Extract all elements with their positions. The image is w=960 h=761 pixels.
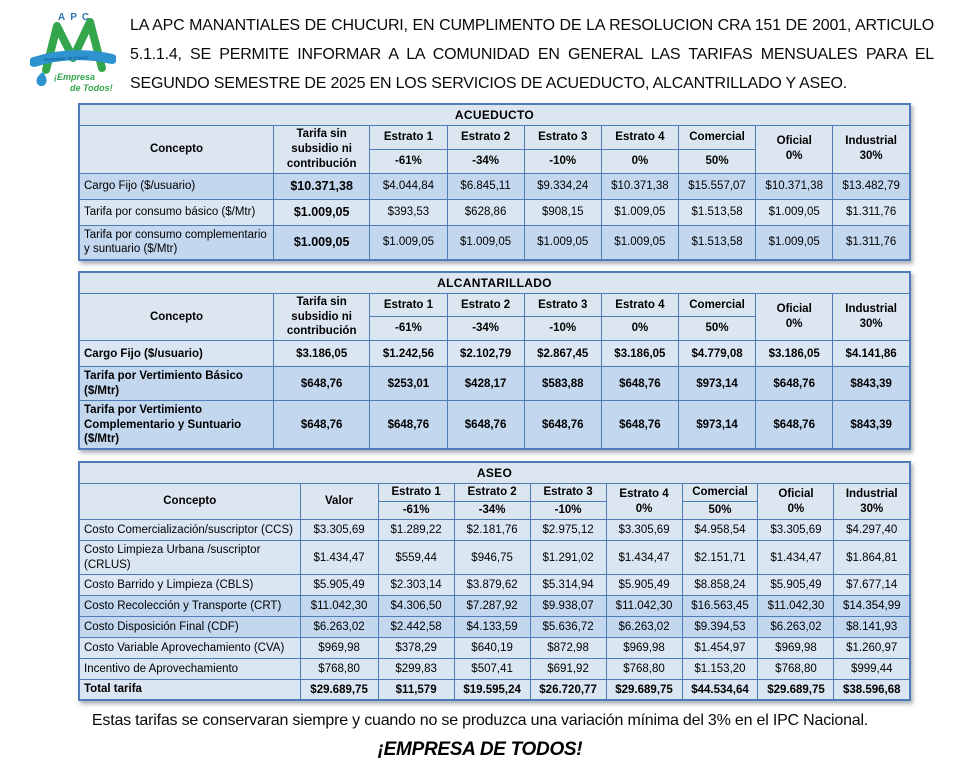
value-cell: $1.009,05 [273, 225, 369, 259]
tariff-cell: $1.291,02 [530, 541, 606, 575]
tariff-cell: $3.186,05 [601, 341, 678, 367]
tariff-cell: $2.181,76 [454, 520, 530, 541]
column-header: Comercial [678, 293, 755, 317]
tariff-cell: $6.263,02 [758, 616, 834, 637]
value-column-header: Tarifa sin subsidio ni contribución [273, 126, 369, 174]
aseo-table [78, 461, 911, 701]
tariff-cell: $2.867,45 [524, 341, 601, 367]
tariff-cell: $843,39 [833, 401, 910, 450]
tariff-cell: $5.314,94 [530, 574, 606, 595]
tariff-cell: $843,39 [833, 367, 910, 401]
concept-cell: Costo Recolección y Transporte (CRT) [79, 595, 300, 616]
notice-headline: LA APC MANANTIALES DE CHUCURI, EN CUMPLIMENTO DE LA RESOLUCION CRA 151 DE 2001, ARTICULO 5.1.1.4, SE PERMITE INFORMAR A LA COMUNIDAD EN GENERAL LAS TARIFAS MENSUALES PARA EL SEGUNDO SEMESTRE DE 2025 EN LOS SERVICIOS DE ACUEDUCTO, ALCANTRILLADO Y ASEO. [130, 17, 934, 92]
value-cell: $1.434,47 [300, 541, 378, 575]
column-header: Estrato 4 0% [606, 484, 682, 520]
column-subheader: 50% [678, 149, 755, 173]
column-subheader: -10% [524, 149, 601, 173]
concept-cell: Tarifa por Vertimiento Básico ($/Mtr) [79, 367, 273, 401]
tariff-cell: $946,75 [454, 541, 530, 575]
tariff-cell: $1.009,05 [601, 199, 678, 225]
column-header: Oficial 0% [756, 126, 833, 174]
tariff-cell: $1.513,58 [678, 225, 755, 259]
logo-banner-text: Manantiales de Chucuri [43, 54, 88, 62]
tariff-cell: $378,29 [378, 637, 454, 658]
tariff-cell: $1.242,56 [370, 341, 447, 367]
tariff-cell: $648,76 [370, 401, 447, 450]
table-row [79, 574, 910, 595]
value-cell: $6.263,02 [300, 616, 378, 637]
tariff-cell: $9.334,24 [524, 173, 601, 199]
tariff-cell: $6.263,02 [606, 616, 682, 637]
tariff-cell: $1.454,97 [682, 637, 758, 658]
tariff-cell: $38.596,68 [834, 679, 910, 700]
tariff-cell: $583,88 [524, 367, 601, 401]
tariff-cell: $5.636,72 [530, 616, 606, 637]
value-cell: $648,76 [273, 367, 369, 401]
logo-slogan-line2: de Todos! [70, 83, 113, 93]
footer-note: Estas tarifas se conservaran siempre y cuando no se produzca una variación mínima del 3% en el IPC Nacional. [91, 712, 869, 730]
logo-waterdrop-icon [37, 72, 47, 86]
tariff-cell: $1.311,76 [833, 199, 910, 225]
table-row [79, 367, 910, 401]
value-cell: $3.186,05 [273, 341, 369, 367]
alcantarillado-table [78, 271, 911, 451]
tariff-cell: $44.534,64 [682, 679, 758, 700]
column-header: Estrato 2 [454, 484, 530, 502]
column-header: Estrato 3 [524, 126, 601, 150]
table-row [79, 616, 910, 637]
value-cell: $11.042,30 [300, 595, 378, 616]
value-column-header: Tarifa sin subsidio ni contribución [273, 293, 369, 341]
column-subheader: -10% [524, 317, 601, 341]
tariff-cell: $2.151,71 [682, 541, 758, 575]
value-cell: $10.371,38 [273, 173, 369, 199]
tariff-cell: $999,44 [834, 658, 910, 679]
tariff-cell: $11.042,30 [606, 595, 682, 616]
concept-cell: Cargo Fijo ($/usuario) [79, 173, 273, 199]
tariff-cell: $2.442,58 [378, 616, 454, 637]
table-row [79, 679, 910, 700]
column-subheader: 50% [682, 502, 758, 520]
tariff-cell: $691,92 [530, 658, 606, 679]
value-cell: $648,76 [273, 401, 369, 450]
tariff-cell: $4.044,84 [370, 173, 447, 199]
tariff-cell: $969,98 [758, 637, 834, 658]
tariff-cell: $9.938,07 [530, 595, 606, 616]
tariff-cell: $7.677,14 [834, 574, 910, 595]
concept-cell: Costo Barrido y Limpieza (CBLS) [79, 574, 300, 595]
column-subheader: -10% [530, 502, 606, 520]
tariff-cell: $1.009,05 [756, 225, 833, 259]
tariff-table [78, 461, 911, 701]
company-slogan: ¡EMPRESA DE TODOS! [377, 739, 583, 761]
concept-column-header: Concepto [79, 126, 273, 174]
tariff-cell: $4.133,59 [454, 616, 530, 637]
concept-cell: Costo Disposición Final (CDF) [79, 616, 300, 637]
column-subheader: -61% [370, 317, 447, 341]
tariff-table [78, 271, 911, 451]
table-row [79, 199, 910, 225]
concept-column-header: Concepto [79, 293, 273, 341]
tariff-cell: $19.595,24 [454, 679, 530, 700]
table-row [79, 341, 910, 367]
table-row [79, 173, 910, 199]
tariff-cell: $5.905,49 [606, 574, 682, 595]
table-row [79, 520, 910, 541]
header-row [79, 293, 910, 317]
column-header: Estrato 1 [370, 126, 447, 150]
concept-cell: Costo Variable Aprovechamiento (CVA) [79, 637, 300, 658]
column-subheader: -34% [454, 502, 530, 520]
header-row [79, 484, 910, 502]
column-header: Estrato 2 [447, 126, 524, 150]
tariff-cell: $628,86 [447, 199, 524, 225]
tariff-cell: $768,80 [758, 658, 834, 679]
tariff-cell: $15.557,07 [678, 173, 755, 199]
table-row [79, 401, 910, 450]
concept-cell: Costo Limpieza Urbana /suscriptor (CRLUS) [79, 541, 300, 575]
tariff-cell: $13.482,79 [833, 173, 910, 199]
column-header: Estrato 4 [601, 293, 678, 317]
tariff-cell: $16.563,45 [682, 595, 758, 616]
concept-column-header: Concepto [79, 484, 300, 520]
concept-cell: Tarifa por consumo complementario y suntuario ($/Mtr) [79, 225, 273, 259]
value-cell: $29.689,75 [300, 679, 378, 700]
column-header: Comercial [678, 126, 755, 150]
table-row [79, 637, 910, 658]
column-header: Comercial [682, 484, 758, 502]
tariff-cell: $3.305,69 [606, 520, 682, 541]
column-header: Estrato 1 [378, 484, 454, 502]
tariff-cell: $29.689,75 [606, 679, 682, 700]
tariff-cell: $1.260,97 [834, 637, 910, 658]
tariff-cell: $14.354,99 [834, 595, 910, 616]
tariff-cell: $768,80 [606, 658, 682, 679]
page-header [0, 0, 960, 98]
value-cell: $969,98 [300, 637, 378, 658]
tariff-cell: $4.141,86 [833, 341, 910, 367]
concept-cell: Incentivo de Aprovechamiento [79, 658, 300, 679]
column-header: Estrato 3 [530, 484, 606, 502]
tariff-cell: $1.009,05 [524, 225, 601, 259]
tariff-cell: $393,53 [370, 199, 447, 225]
company-logo-icon [30, 8, 116, 96]
column-subheader: -61% [378, 502, 454, 520]
value-cell: $768,80 [300, 658, 378, 679]
value-column-header: Valor [300, 484, 378, 520]
tariff-cell: $1.513,58 [678, 199, 755, 225]
concept-cell: Cargo Fijo ($/usuario) [79, 341, 273, 367]
tariff-cell: $10.371,38 [756, 173, 833, 199]
column-header: Estrato 2 [447, 293, 524, 317]
column-header: Industrial 30% [834, 484, 910, 520]
tariff-cell: $559,44 [378, 541, 454, 575]
tariff-cell: $1.009,05 [756, 199, 833, 225]
tariff-cell: $1.153,20 [682, 658, 758, 679]
tariff-cell: $5.905,49 [758, 574, 834, 595]
tariff-cell: $11,579 [378, 679, 454, 700]
tariff-cell: $299,83 [378, 658, 454, 679]
tariff-cell: $973,14 [678, 401, 755, 450]
tariff-cell: $1.434,47 [758, 541, 834, 575]
tariff-cell: $10.371,38 [601, 173, 678, 199]
value-cell: $3.305,69 [300, 520, 378, 541]
tariff-cell: $648,76 [756, 367, 833, 401]
tariff-cell: $1.009,05 [370, 225, 447, 259]
tariff-cell: $1.864,81 [834, 541, 910, 575]
tariff-cell: $428,17 [447, 367, 524, 401]
tariff-cell: $2.303,14 [378, 574, 454, 595]
tariff-cell: $908,15 [524, 199, 601, 225]
company-logo [30, 8, 116, 96]
tariff-cell: $1.009,05 [601, 225, 678, 259]
table-title: ALCANTARILLADO [79, 272, 910, 294]
column-subheader: 0% [601, 149, 678, 173]
logo-acronym: APC [58, 12, 95, 23]
table-title-row [79, 462, 910, 484]
tariff-cell: $6.845,11 [447, 173, 524, 199]
tariff-cell: $648,76 [601, 401, 678, 450]
concept-cell: Tarifa por Vertimiento Complementario y Suntuario ($/Mtr) [79, 401, 273, 450]
column-subheader: 0% [601, 317, 678, 341]
tariff-cell: $640,19 [454, 637, 530, 658]
column-header: Oficial 0% [756, 293, 833, 341]
tariff-cell: $4.306,50 [378, 595, 454, 616]
table-row [79, 658, 910, 679]
tariff-cell: $11.042,30 [758, 595, 834, 616]
value-cell: $5.905,49 [300, 574, 378, 595]
column-header: Industrial 30% [833, 126, 910, 174]
header-row [79, 126, 910, 150]
tariff-cell: $969,98 [606, 637, 682, 658]
column-subheader: -34% [447, 149, 524, 173]
tariff-cell: $3.305,69 [758, 520, 834, 541]
tariff-cell: $1.311,76 [833, 225, 910, 259]
tariff-cell: $253,01 [370, 367, 447, 401]
column-header: Industrial 30% [833, 293, 910, 341]
concept-cell: Total tarifa [79, 679, 300, 700]
tariff-cell: $648,76 [601, 367, 678, 401]
column-header: Estrato 3 [524, 293, 601, 317]
table-title-row [79, 272, 910, 294]
tariff-cell: $872,98 [530, 637, 606, 658]
tariff-cell: $507,41 [454, 658, 530, 679]
tariff-cell: $4.297,40 [834, 520, 910, 541]
tariff-cell: $1.009,05 [447, 225, 524, 259]
concept-cell: Costo Comercialización/suscriptor (CCS) [79, 520, 300, 541]
tariff-cell: $3.186,05 [756, 341, 833, 367]
concept-cell: Tarifa por consumo básico ($/Mtr) [79, 199, 273, 225]
tariff-cell: $973,14 [678, 367, 755, 401]
table-row [79, 225, 910, 259]
tariff-cell: $648,76 [524, 401, 601, 450]
column-header: Estrato 4 [601, 126, 678, 150]
table-row [79, 541, 910, 575]
logo-slogan-line1: ¡Empresa [54, 72, 96, 82]
column-subheader: 50% [678, 317, 755, 341]
tariff-cell: $3.879,62 [454, 574, 530, 595]
logo-m-shape [43, 22, 102, 70]
acueducto-table [78, 103, 911, 261]
table-row [79, 595, 910, 616]
table-title: ASEO [79, 462, 910, 484]
tariff-cell: $9.394,53 [682, 616, 758, 637]
tariff-cell: $4.779,08 [678, 341, 755, 367]
tariff-cell: $8.858,24 [682, 574, 758, 595]
tariff-cell: $2.975,12 [530, 520, 606, 541]
tariff-cell: $4.958,54 [682, 520, 758, 541]
column-header: Estrato 1 [370, 293, 447, 317]
table-title-row [79, 104, 910, 126]
tariff-cell: $2.102,79 [447, 341, 524, 367]
tariff-cell: $648,76 [756, 401, 833, 450]
tariff-cell: $648,76 [447, 401, 524, 450]
tariff-cell: $8.141,93 [834, 616, 910, 637]
tariff-cell: $7.287,92 [454, 595, 530, 616]
column-subheader: -61% [370, 149, 447, 173]
column-subheader: -34% [447, 317, 524, 341]
tariff-cell: $26.720,77 [530, 679, 606, 700]
tariff-cell: $1.434,47 [606, 541, 682, 575]
tariff-cell: $29.689,75 [758, 679, 834, 700]
tariff-cell: $1.289,22 [378, 520, 454, 541]
tariff-table [78, 103, 911, 261]
value-cell: $1.009,05 [273, 199, 369, 225]
table-title: ACUEDUCTO [79, 104, 910, 126]
column-header: Oficial 0% [758, 484, 834, 520]
